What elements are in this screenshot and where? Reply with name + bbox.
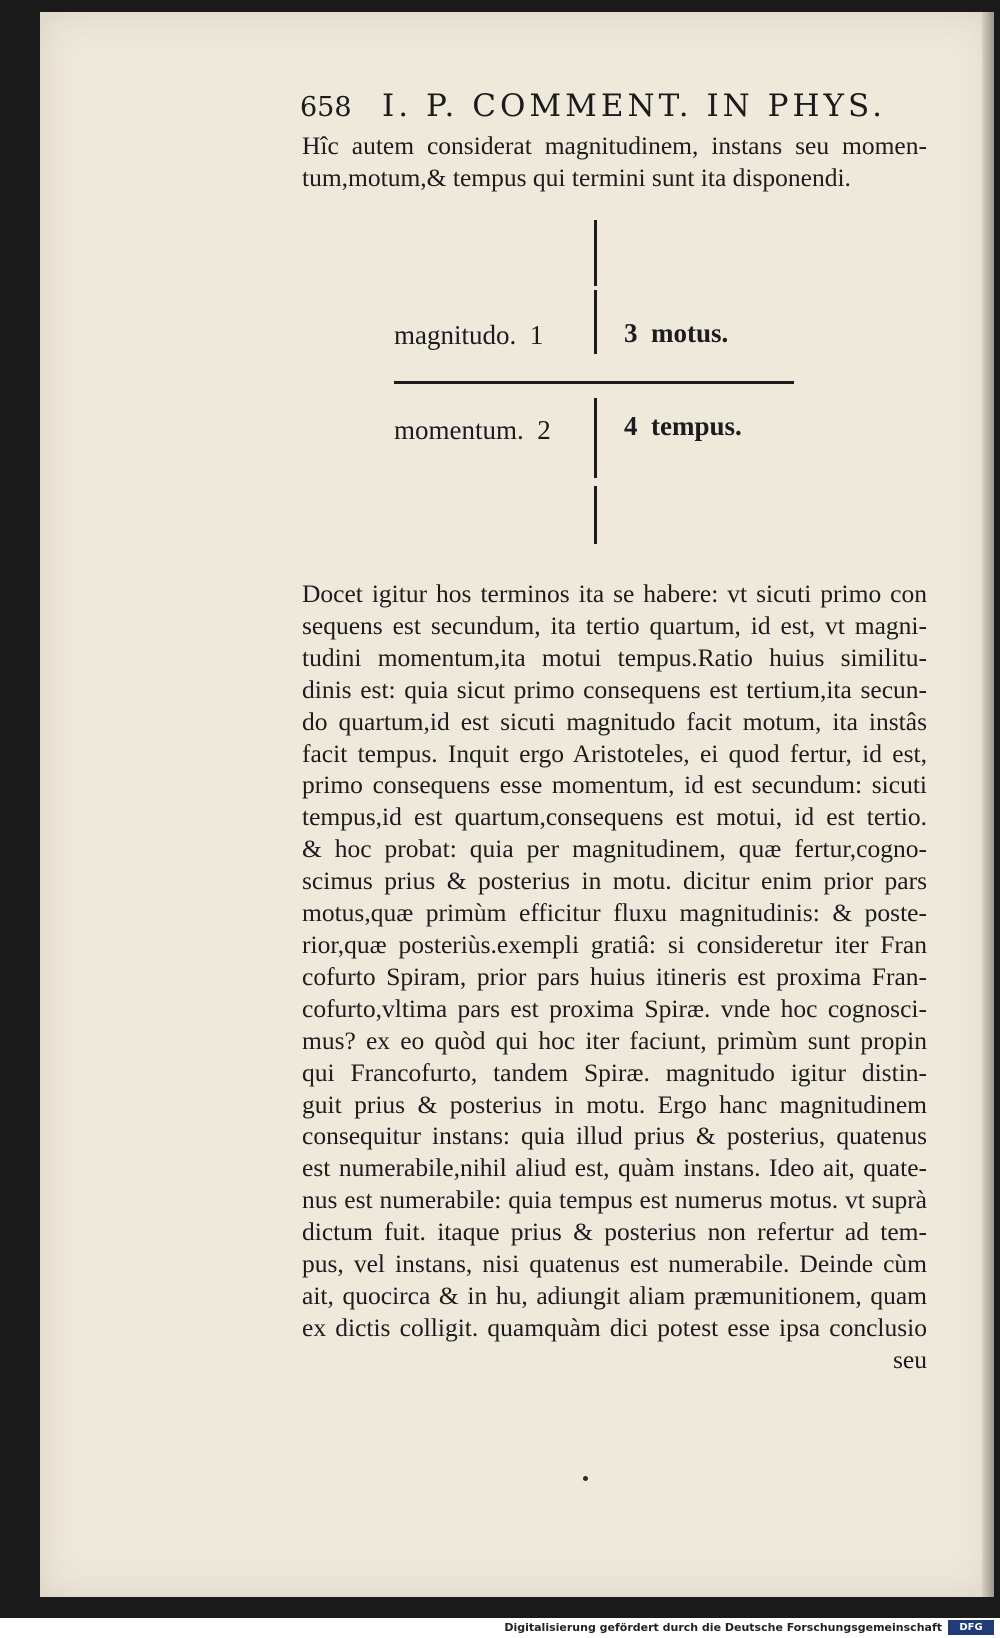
running-title: I. P. COMMENT. IN PHYS. <box>382 88 887 124</box>
text-line: tempus,id est quartum,consequens est motui, id est tertio. <box>302 802 927 832</box>
page-number: 658 <box>300 92 352 123</box>
text-line: tum,motum,& tempus qui termini sunt ita disponendi. <box>302 162 851 192</box>
diagram-label-tempus: 4 tempus. <box>624 411 742 441</box>
text-line: ex dictis colligit. quamquàm dici potest esse ipsa conclusio <box>302 1312 927 1342</box>
text-line: guit prius & posterius in motu. Ergo hanc magnitudinem <box>302 1089 927 1119</box>
text-line: primo consequens esse momentum, id est secundum: sicuti <box>302 770 927 800</box>
text-line: pus, vel instans, nisi quatenus est numerabile. Deinde cùm <box>302 1249 927 1279</box>
text-line: facit tempus. Inquit ergo Aristoteles, ei quod fertur, id est, <box>302 738 927 768</box>
text-line: sequens est secundum, ita tertio quartum, id est, vt magni- <box>302 610 927 640</box>
text-line: & hoc probat: quia per magnitudinem, quæ fertur,cogno- <box>302 834 927 864</box>
text-line: consequitur instans: quia illud prius & posterius, quatenus <box>302 1121 927 1151</box>
text-line: qui Francofurto, tandem Spiræ. magnitudo igitur distin- <box>302 1057 927 1087</box>
diagram-vertical-mid <box>594 290 597 354</box>
text-line: cofurto Spiram, prior pars huius itineris est proxima Fran- <box>302 961 927 991</box>
diagram-horizontal <box>394 381 794 384</box>
catchword: seu <box>893 1344 927 1374</box>
text-line: do quartum,id est sicuti magnitudo facit motum, ita instâs <box>302 706 927 736</box>
text-line: ait, quocirca & in hu, adiungit aliam præmunitionem, quam <box>302 1280 927 1310</box>
text-line: cofurto,vltima pars est proxima Spiræ. vnde hoc cognosci- <box>302 993 927 1023</box>
intro-paragraph <box>302 130 927 194</box>
text-line: scimus prius & posterius in motu. dicitur enim prior pars <box>302 866 927 896</box>
text-line: est numerabile,nihil aliud est, quàm instans. Ideo ait, quate- <box>302 1153 927 1183</box>
running-header <box>300 88 900 128</box>
diagram-label-magnitudo: magnitudo. 1 <box>394 320 544 350</box>
text-line: Docet igitur hos terminos ita se habere: vt sicuti primo con <box>302 579 927 608</box>
text-line: dictum fuit. itaque prius & posterius non refertur ad tem- <box>302 1217 927 1247</box>
diagram-vertical-upper <box>594 220 597 286</box>
text-line: nus est numerabile: quia tempus est numerus motus. vt suprà <box>302 1185 927 1215</box>
text-line: mus? ex eo quòd qui hoc iter faciunt, primùm sunt propin <box>302 1025 927 1055</box>
text-line: Hîc autem considerat magnitudinem, instans seu momen- <box>302 131 927 160</box>
page-edge-shadow <box>982 12 994 1597</box>
footer-bar <box>0 1618 1000 1638</box>
text-line: tudini momentum,ita motui tempus.Ratio huius similitu- <box>302 642 927 672</box>
page-speck <box>583 1476 588 1481</box>
diagram-label-momentum: momentum. 2 <box>394 415 551 445</box>
diagram-label-motus: 3 motus. <box>624 318 729 348</box>
dfg-logo: DFG <box>948 1620 994 1635</box>
diagram-vertical-lower <box>594 398 597 478</box>
text-line: motus,quæ primùm efficitur fluxu magnitudinis: & poste- <box>302 898 927 928</box>
funding-note: Digitalisierung gefördert durch die Deutsche Forschungsgemeinschaft <box>504 1621 942 1634</box>
text-line: rior,quæ posteriùs.exempli gratiâ: si consideretur iter Fran <box>302 929 927 959</box>
text-line: dinis est: quia sicut primo consequens est tertium,ita secun- <box>302 674 927 704</box>
diagram-vertical-bottom <box>594 486 597 544</box>
main-paragraph <box>302 578 927 1376</box>
